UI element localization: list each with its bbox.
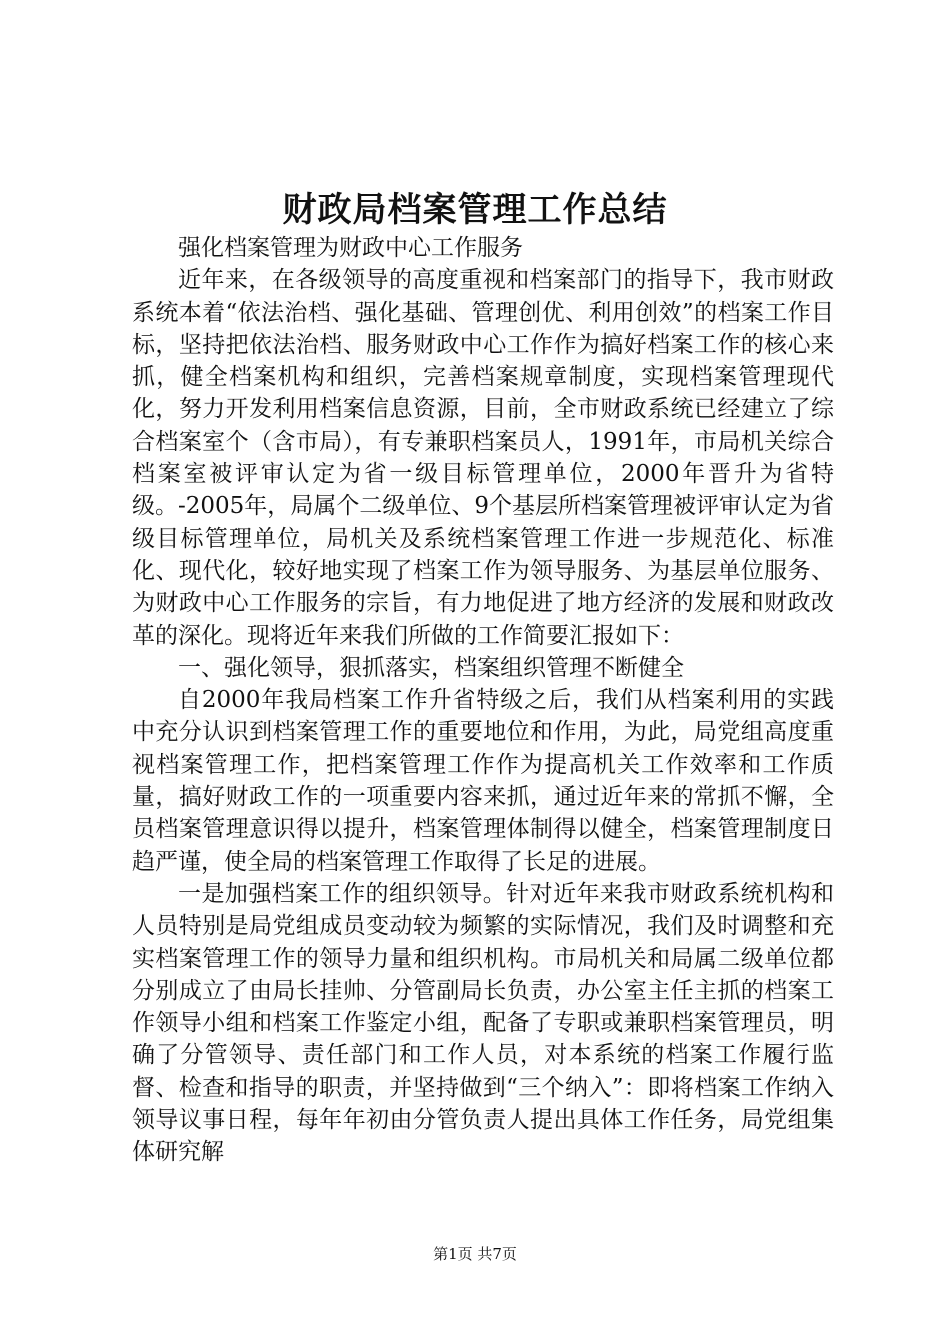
document-body: [132, 232, 834, 1169]
paragraph-section-heading: 一、强化领导，狠抓落实，档案组织管理不断健全: [178, 654, 684, 681]
paragraph-subtitle: 强化档案管理为财政中心工作服务: [178, 235, 523, 261]
document-title: 财政局档案管理工作总结: [282, 190, 668, 230]
paragraph-intro: 近年来，在各级领导的高度重视和档案部门的指导下，我市财政系统本着“依法治档、强化基础、管理创优、利用创效”的档案工作目标，坚持把依法治档、服务财政中心工作作为搞好档案工作的核心来抓，健全档案机构和组织，完善档案规章制度，实现档案管理现代化，努力开发利用档案信息资源，目前，全市财政系统已经建立了综合档案室个（含市局），有专兼职档案员人，1991年，市局机关综合档案室被评审认定为省一级目标管理单位，2000年晋升为省特级。-2005年，局属个二级单位、9个基层所档案管理被评审认定为省级目标管理单位，局机关及系统档案管理工作进一步规范化、标准化、现代化，较好地实现了档案工作为领导服务、为基层单位服务、为财政中心工作服务的宗旨，有力地促进了地方经济的发展和财政改革的深化。现将近年来我们所做的工作简要汇报如下：: [132, 267, 834, 649]
paragraph: 一是加强档案工作的组织领导。针对近年来我市财政系统机构和人员特别是局党组成员变动较为频繁的实际情况，我们及时调整和充实档案管理工作的领导力量和组织机构。市局机关和局属二级单位都分别成立了由局长挂帅、分管副局长负责，办公室主任主抓的档案工作领导小组和档案工作鉴定小组，配备了专职或兼职档案管理员，明确了分管领导、责任部门和工作人员，对本系统的档案工作履行监督、检查和指导的职责，并坚持做到“三个纳入”：即将档案工作纳入领导议事日程，每年年初由分管负责人提出具体工作任务，局党组集体研究解: [132, 880, 834, 1166]
paragraph: 自2000年我局档案工作升省特级之后，我们从档案利用的实践中充分认识到档案管理工作的重要地位和作用，为此，局党组高度重视档案管理工作，把档案管理工作作为提高机关工作效率和工作质量，搞好财政工作的一项重要内容来抓，通过近年来的常抓不懈，全员档案管理意识得以提升，档案管理体制得以健全，档案管理制度日趋严谨，使全局的档案管理工作取得了长足的进展。: [132, 687, 834, 875]
page-number: 第1页 共7页: [433, 1245, 517, 1263]
